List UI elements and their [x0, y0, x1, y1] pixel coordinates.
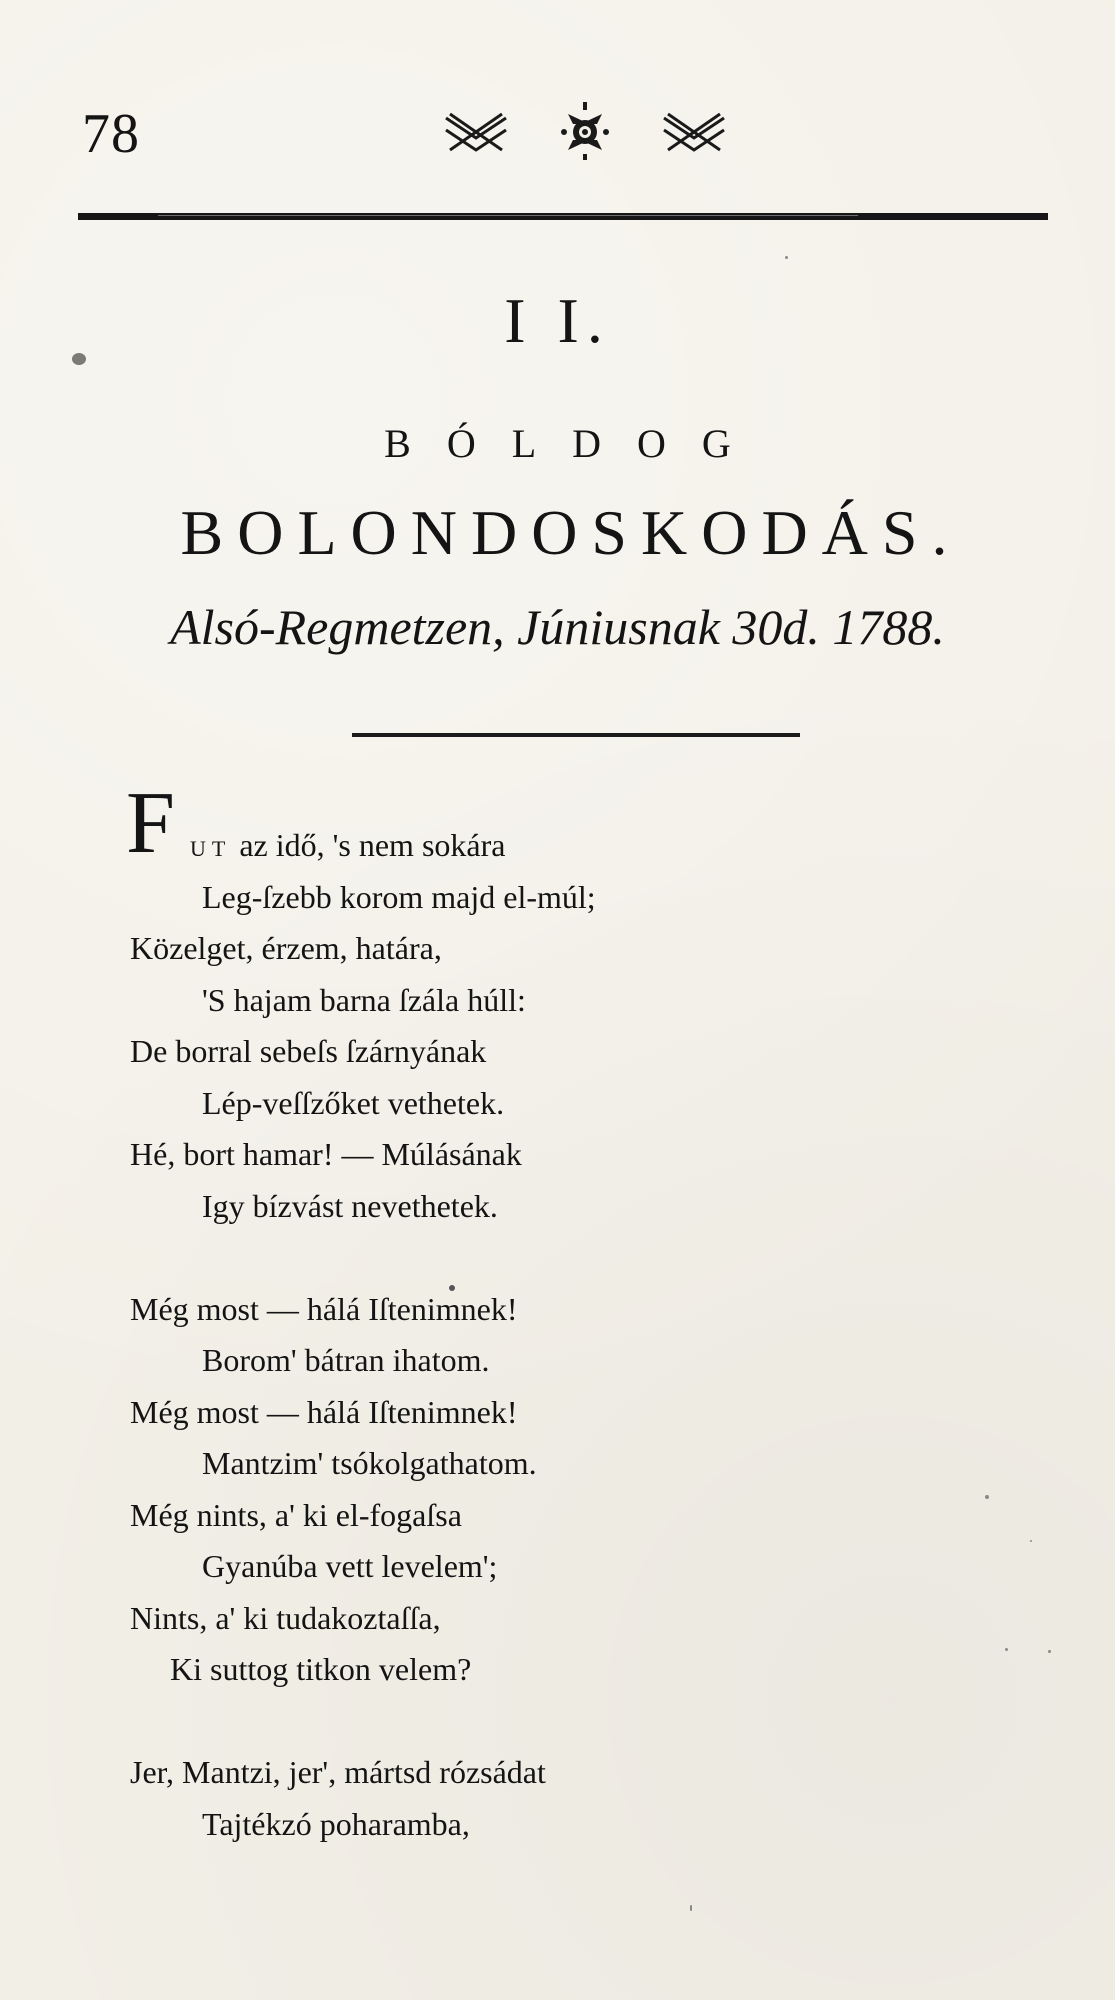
poem-first-line	[126, 775, 1030, 872]
poem-line: Közelget, érzem, határa,	[130, 930, 442, 966]
poem-line: Mantzim' tsókolgathatom.	[202, 1445, 537, 1481]
paper-speck	[449, 1285, 455, 1291]
poem-line: Ki suttog titkon velem?	[170, 1651, 472, 1687]
poem-line: Jer, Mantzi, jer', mártsd rózsádat	[130, 1754, 546, 1790]
chapter-number: I I.	[504, 285, 611, 356]
poem-line: Tajtékzó poharamba,	[202, 1805, 470, 1842]
paper-speck	[785, 256, 788, 259]
header-rule	[78, 212, 1048, 222]
poem-line: Még most — hálá Iſtenimnek!	[130, 1290, 518, 1327]
paper-speck	[1048, 1650, 1051, 1653]
first-line-smallcaps: UT	[190, 836, 232, 861]
poem-line: Nints, a' ki tudakoztaſſa,	[130, 1599, 441, 1636]
poem-line: Még nints, a' ki el-fogaſsa	[130, 1496, 462, 1533]
chapter-title: BOLONDOSKODÁS.	[180, 497, 962, 568]
paper-speck	[72, 353, 86, 365]
paper-speck	[985, 1495, 989, 1499]
poem	[126, 775, 1030, 1850]
poem-line: De borral sebeſs ſzárnyának	[130, 1033, 487, 1069]
page-number: 78	[82, 103, 140, 165]
poem-line: 'S hajam barna ſzála húll:	[202, 981, 526, 1018]
stanza-break	[130, 1232, 1030, 1284]
poem-line: Lép-veſſzőket vethetek.	[202, 1084, 505, 1121]
poem-line: Még most — hálá Iſtenimnek!	[130, 1393, 518, 1430]
paper-speck	[1005, 1648, 1008, 1651]
poem-line: Igy bízvást nevethetek.	[202, 1187, 498, 1224]
poem-line: Leg-ſzebb korom majd el-múl;	[202, 878, 596, 915]
first-line-text	[130, 820, 505, 875]
title-rule	[352, 733, 800, 737]
chapter-subtitle: BÓLDOG	[384, 421, 767, 466]
paper-speck	[1030, 1540, 1032, 1542]
paper-speck	[690, 1905, 692, 1911]
first-line-rest: az idő, 's nem sokára	[231, 827, 506, 863]
printer-ornament-icon	[440, 100, 730, 160]
drop-cap: F	[126, 775, 175, 872]
poem-line: Borom' bátran ihatom.	[202, 1342, 490, 1378]
dateline: Alsó-Regmetzen, Júniusnak 30d. 1788.	[170, 599, 945, 655]
stanza-break	[130, 1696, 1030, 1748]
poem-line: Hé, bort hamar! — Múlásának	[130, 1136, 522, 1172]
poem-line: Gyanúba vett levelem';	[202, 1548, 498, 1584]
